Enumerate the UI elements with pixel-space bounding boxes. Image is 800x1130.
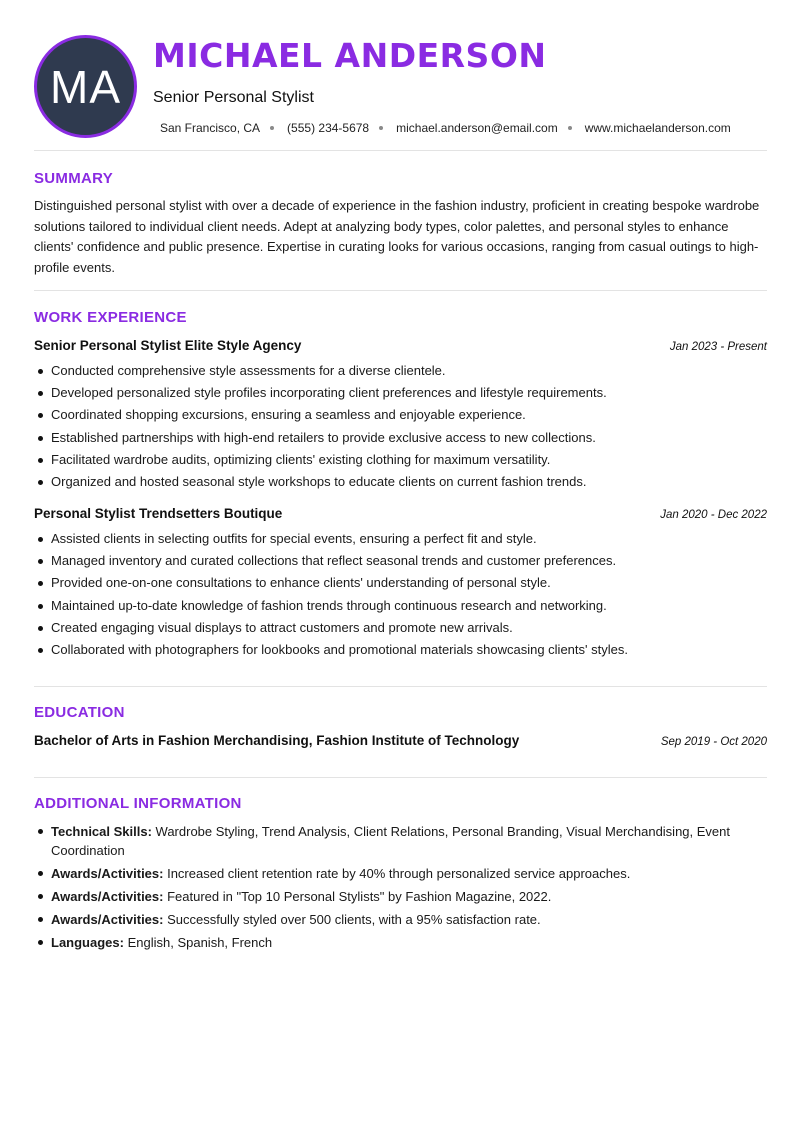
divider <box>34 290 767 291</box>
item-label: Technical Skills: <box>51 824 152 839</box>
contact-phone: (555) 234-5678 <box>287 121 370 135</box>
job-role: Personal Stylist Trendsetters Boutique <box>34 506 283 521</box>
job-role: Senior Personal Stylist Elite Style Agency <box>34 338 302 353</box>
list-item: Conducted comprehensive style assessments for a diverse clientele. <box>34 361 767 383</box>
list-item <box>34 910 767 929</box>
candidate-name: MICHAEL ANDERSON <box>153 36 547 75</box>
item-label: Awards/Activities: <box>51 866 164 881</box>
list-item: Established partnerships with high-end retailers to provide exclusive access to new collections. <box>34 428 767 450</box>
list-item: Assisted clients in selecting outfits for special events, ensuring a perfect fit and style. <box>34 529 767 551</box>
divider <box>34 686 767 687</box>
contact-location: San Francisco, CA <box>160 121 261 135</box>
education-dates: Sep 2019 - Oct 2020 <box>660 736 767 748</box>
item-text: Successfully styled over 500 clients, with a 95% satisfaction rate. <box>163 912 541 927</box>
item-text: Featured in "Top 10 Personal Stylists" by Fashion Magazine, 2022. <box>163 889 552 904</box>
section-title-summary: SUMMARY <box>34 170 114 187</box>
job-header <box>34 338 767 353</box>
list-item <box>34 887 767 906</box>
section-title-experience: WORK EXPERIENCE <box>34 309 187 326</box>
list-item <box>34 822 767 860</box>
avatar: MA <box>34 35 137 138</box>
item-text: English, Spanish, French <box>123 935 273 950</box>
list-item: Collaborated with photographers for lookbooks and promotional materials showcasing clients' styles. <box>34 640 767 662</box>
contact-website[interactable]: www.michaelanderson.com <box>584 121 731 135</box>
list-item: Managed inventory and curated collections that reflect seasonal trends and customer preferences. <box>34 551 767 573</box>
section-title-education: EDUCATION <box>34 704 125 721</box>
item-label: Awards/Activities: <box>51 912 164 927</box>
item-text: Increased client retention rate by 40% through personalized service approaches. <box>163 866 631 881</box>
additional-info-list <box>34 822 767 956</box>
list-item <box>34 864 767 883</box>
section-title-additional: ADDITIONAL INFORMATION <box>34 795 242 812</box>
list-item: Created engaging visual displays to attract customers and promote new arrivals. <box>34 618 767 640</box>
candidate-title: Senior Personal Stylist <box>153 89 314 106</box>
job-bullets <box>34 529 767 662</box>
job-bullets <box>34 361 767 494</box>
list-item: Coordinated shopping excursions, ensuring a seamless and enjoyable experience. <box>34 405 767 427</box>
job-dates: Jan 2020 - Dec 2022 <box>660 509 767 521</box>
education-entry <box>34 733 767 748</box>
separator-dot-icon <box>379 126 383 130</box>
list-item: Maintained up-to-date knowledge of fashion trends through continuous research and networking. <box>34 596 767 618</box>
separator-dot-icon <box>270 126 274 130</box>
list-item: Facilitated wardrobe audits, optimizing clients' existing clothing for maximum versatility. <box>34 450 767 472</box>
list-item: Provided one-on-one consultations to enhance clients' understanding of personal style. <box>34 573 767 595</box>
job-dates: Jan 2023 - Present <box>669 341 767 353</box>
list-item: Organized and hosted seasonal style workshops to educate clients on current fashion trends. <box>34 472 767 494</box>
summary-text: Distinguished personal stylist with over a decade of experience in the fashion industry, proficient in creating bespoke wardrobe solutions tailored to individual client needs. Adept at analyzing body types, color palettes, and personal styles to enhance clients' confidence and public presence. Expertise in curating looks for various occasions, ranging from casual outings to high-profile events. <box>34 198 760 275</box>
contact-email[interactable]: michael.anderson@email.com <box>396 121 558 135</box>
education-degree: Bachelor of Arts in Fashion Merchandising, Fashion Institute of Technology <box>34 733 520 748</box>
item-text: Wardrobe Styling, Trend Analysis, Client Relations, Personal Branding, Visual Merchandising, Event Coordination <box>51 824 730 858</box>
item-label: Languages: <box>51 935 124 950</box>
divider <box>34 777 767 778</box>
job-header <box>34 506 767 521</box>
item-label: Awards/Activities: <box>51 889 164 904</box>
separator-dot-icon <box>568 126 572 130</box>
list-item: Developed personalized style profiles incorporating client preferences and lifestyle requirements. <box>34 383 767 405</box>
contact-bar <box>160 121 731 135</box>
divider <box>34 150 767 151</box>
list-item <box>34 933 767 952</box>
